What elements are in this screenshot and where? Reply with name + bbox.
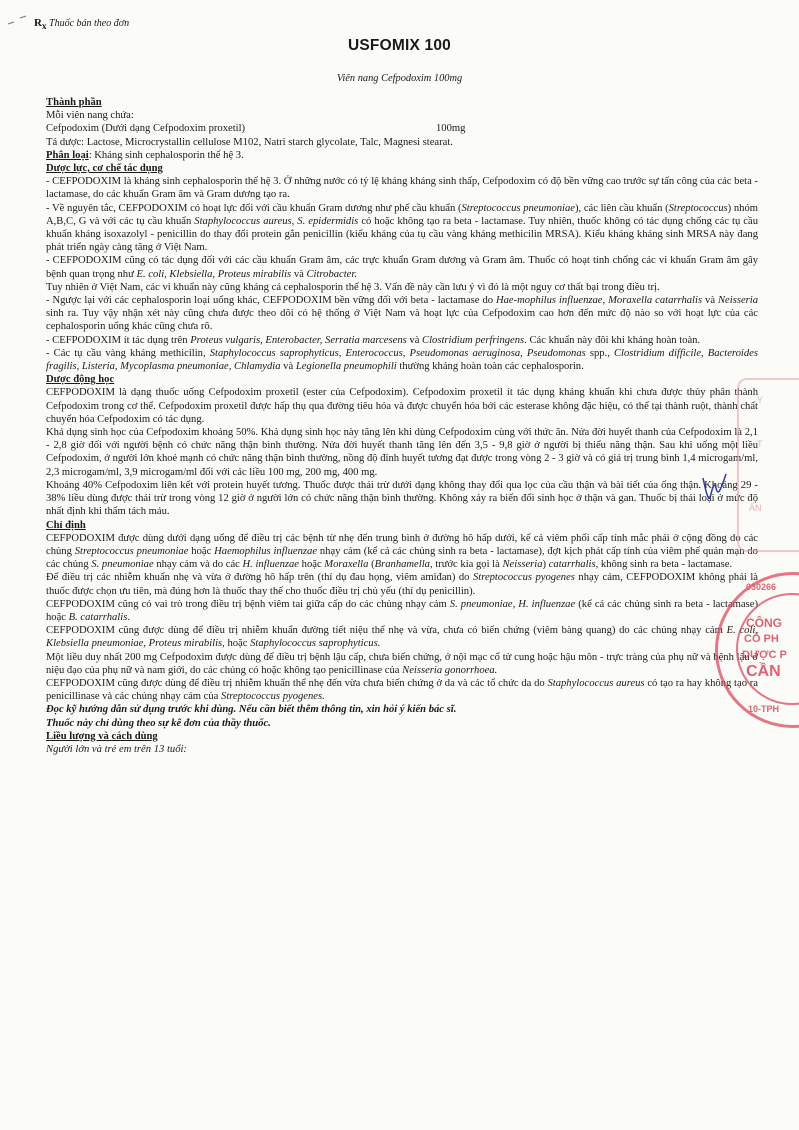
ind6-c: có tạo ra hay không tạo ra penicillinase và các chủng nhạy cảm của: [46, 677, 758, 703]
ind1-i: hoặc: [299, 559, 325, 571]
pd7-d: Clostridium difficile, Bacteroides fragilis, Listeria, Mycoplasma pneumoniae, Chlamydia: [46, 347, 758, 373]
rx-symbol: R: [34, 17, 42, 29]
pd6-c: và: [406, 334, 423, 346]
notice-prescription-only: Thuốc này chỉ dùng theo sự kê đơn của thầy thuốc.: [46, 717, 271, 729]
pk-paragraph-1: CEFPODOXIM là dạng thuốc uống Cefpodoxim proxetil (ester của Cefpodoxim). Cefpodoxim proxetil ít tác dụng kháng khuẩn khi chưa được thủy phân thành Cefpodoxim trong cơ thể. Cefpodoxim proxetil được hấp thụ qua đường tiêu hóa và được chuyển hóa bởi các esterase không đặc hiệu, có thể tại thành ruột, thành chất chuyển hóa Cefpodoxim có tác dụng.: [46, 387, 758, 425]
ind1-j: Moraxella: [324, 559, 369, 571]
pk-paragraph-2: Khả dụng sinh học của Cefpodoxim khoảng 50%. Khả dụng sinh học này tăng lên khi dùng Cefpodoxim cùng với thức ăn. Nửa đời huyết thanh của Cefpodoxim là 2,1 - 2,8 giờ đối với người bệnh có chức năng thận bình thường. Nửa đời huyết thanh tăng lên đến 3,5 - 9,8 giờ ở người bị thiểu năng thận. Sau khi uống một liều Cefpodoxim, ở người lớn khoẻ mạnh có chức năng thận bình thường, nồng độ đỉnh huyết tương đạt được trong vòng 2 - 3 giờ và có giá trị trung bình 1,4 microgam/ml, 2,3 microgam/ml, 3,9 microgam/ml đối với các liều 100 mg, 200 mg, 400 mg.: [46, 427, 758, 478]
seal-line-3: DƯỢC P: [742, 649, 787, 661]
ind2-a: Để điều trị các nhiễm khuẩn nhẹ và vừa ở đường hô hấp trên (thí dụ đau họng, viêm amiđan) do: [46, 572, 473, 584]
ind6-d: Streptococcus pyogenes.: [221, 691, 325, 703]
indications-heading: Chỉ định: [46, 519, 86, 531]
ind3-d: B. catarrhalis: [68, 611, 128, 623]
ind3-b: S. pneumoniae, H. influenzae: [449, 598, 576, 610]
ind-paragraph-2: [46, 571, 758, 597]
pk-paragraph-3: Khoảng 40% Cefpodoxim liên kết với protein huyết tương. Thuốc được thải trừ dưới dạng không thay đổi qua lọc của cầu thận và bài tiết của ống thận. Khoảng 29 - 38% liều dùng được thải trừ trong vòng 12 giờ ở người lớn có chức năng thận bình thường. Không xảy ra biến đổi sinh học ở thận và gan. Thuốc bị thải loại ở mức độ nhất định khi thẩm tách máu.: [46, 479, 758, 518]
seal-bottom: 10-TPH: [748, 704, 780, 714]
prescription-label: [34, 17, 129, 33]
pd6-a: - CEFPODOXIM ít tác dụng trên: [46, 334, 191, 346]
ind1-f: S. pneumoniae: [91, 559, 154, 571]
pd5-d: Neisseria: [717, 295, 759, 307]
ind1-b: Streptococcus pneumoniae: [74, 545, 189, 557]
dosage-adults: Người lớn và trẻ em trên 13 tuổi:: [46, 743, 187, 755]
per-capsule: Mỗi viên nang chứa:: [46, 110, 134, 122]
excipients: Tá dược: Lactose, Microcrystallin cellulose M102, Natri starch glycolate, Talc, Magnesi stearat.: [46, 136, 453, 148]
seal-number: 030266: [746, 582, 777, 592]
ind4-a: CEFPODOXIM cũng được dùng để điều trị nhiễm khuẩn đường tiết niệu thể nhẹ và vừa, chưa có biến chứng (viêm bàng quang) do các chủng nhạy cảm: [46, 625, 727, 637]
pd-paragraph-7: [46, 347, 758, 373]
ind-paragraph-3: [46, 598, 758, 624]
ind1-q: , không sinh ra beta - lactamase.: [595, 559, 733, 571]
approval-stamp: [737, 378, 799, 552]
pd-paragraph-1: - CEFPODOXIM là kháng sinh cephalosporin thế hệ 3. Ở những nước có tỷ lệ kháng kháng sinh thấp, Cefpodoxim có độ bền vững cao trước sự tấn công của các beta - lactamase, do các khuẩn Gram âm và Gram dương tạo ra.: [46, 176, 758, 201]
leaflet-body: [46, 96, 758, 756]
rx-sub: x: [41, 21, 47, 32]
ind1-m: trước kia gọi là: [432, 559, 503, 571]
seal-line-2: CỔ PH: [744, 633, 779, 645]
pd2-c: ), các liên cầu khuẩn (: [574, 202, 669, 214]
pd3-c: và: [291, 268, 307, 280]
pd6-b: Proteus vulgaris, Enterobacter, Serratia marcesens: [190, 334, 407, 346]
ind2-c: nhạy cảm, CEFPODOXIM không phải là thuốc được chọn ưu tiên, mà đúng hơn là thuốc thay thế cho thuốc điều trị chủ yếu (thí dụ penicillin).: [46, 572, 758, 597]
ind1-g: nhạy cảm và do các: [153, 559, 243, 571]
active-ingredient-row: [46, 122, 758, 135]
stamp-text-mid: T: [757, 439, 763, 449]
ind5-a: Một liều duy nhất 200 mg Cefpodoxim được dùng để điều trị bệnh lậu cấp, chưa biến chứng, ở nội mạc cổ tử cung hoặc hậu môn - trực tràng của phụ nữ và bệnh lậu ở niệu đạo của phụ nữ và nam giới, do các chủng có hoặc không tạo penicillinase của: [46, 651, 758, 676]
ind1-k: (: [368, 559, 375, 571]
pd2-a: - Về nguyên tắc, CEFPODOXIM có hoạt lực đối với cầu khuẩn Gram dương như phế cầu khuẩn (: [46, 202, 462, 214]
ind3-e: .: [127, 611, 130, 623]
stamp-text-top: Y: [757, 395, 764, 405]
ind1-o: ): [542, 559, 549, 571]
ind4-c: hoặc: [224, 638, 251, 650]
pd5-c: và: [702, 295, 718, 307]
ind1-c: hoặc: [188, 545, 215, 557]
pd7-a: - Các tụ cầu vàng kháng methicilin,: [46, 347, 210, 359]
ind6-a: CEFPODOXIM cũng được dùng để điều trị nhiễm khuẩn thể nhẹ đến vừa chưa biến chứng ở da và các tổ chức da do: [46, 677, 548, 689]
ind1-p: catarrhalis: [548, 559, 596, 571]
ind-paragraph-6: [46, 677, 758, 703]
pd5-e: sinh ra. Tuy vậy nhận xét này cũng chưa được theo dõi có hệ thống ở Việt Nam và hoạt lực của Cefpodoxim cao hơn đến mức độ nào so với hoạt lực của các cephalosporin uống khác cũng chưa rõ.: [46, 308, 758, 333]
pd3-d: Citrobacter.: [306, 268, 357, 280]
ind-paragraph-1: [46, 532, 758, 572]
pd3-a: - CEFPODOXIM cũng có tác dụng đối với các cầu khuẩn Gram âm, các trực khuẩn Gram dương và Gram âm. Thuốc có hoạt tính chống các vi khuẩn Gram âm gây bệnh quan trọng như: [46, 255, 758, 280]
stamp-text-bottom: ẨN: [749, 503, 762, 513]
pen-mark-icon: [6, 10, 36, 30]
pd2-d: Streptococcus: [668, 202, 728, 214]
pd2-b: Streptococcus pneumoniae: [461, 202, 575, 214]
ind1-a: CEFPODOXIM được dùng dưới dạng uống để điều trị các bệnh từ nhẹ đến trung bình ở đường hô hấp dưới, kể cả viêm phổi cấp tính mắc phải ở cộng đồng do các chủng: [46, 532, 758, 557]
active-name: Cefpodoxim (Dưới dạng Cefpodoxim proxetil): [46, 123, 246, 135]
pd6-e: . Các khuẩn này đôi khi kháng hoàn toàn.: [524, 334, 701, 346]
notice-read-instructions: Đọc kỹ hướng dẫn sử dụng trước khi dùng. Nếu cần biết thêm thông tin, xin hỏi ý kiến bác sĩ.: [46, 704, 457, 716]
dosage-heading: Liều lượng và cách dùng: [46, 730, 158, 742]
pd6-d: Clostridium perfringens: [422, 334, 525, 346]
product-title: USFOMIX 100: [348, 37, 451, 54]
ind3-c: (kể cả các chủng sinh ra beta - lactamase) hoặc: [46, 598, 758, 623]
ind1-h: H. influenzae: [242, 559, 299, 571]
pd-paragraph-5: [46, 294, 758, 334]
ind-paragraph-5: [46, 651, 758, 677]
ind1-e: nhạy cảm (kể cả các chủng sinh ra beta - lactamase), đợt kịch phát cấp tính của viêm phế quản mạn do các chủng: [46, 545, 758, 571]
pd2-f: Staphylococcus aureus, S. epidermidis: [194, 215, 359, 227]
pd7-c: spp.,: [585, 347, 614, 359]
classification: [46, 149, 758, 162]
pd5-b: Hae-mophilus influenzae, Moraxella catarrhalis: [495, 295, 703, 307]
ind1-d: Haemophilus influenzae: [214, 545, 318, 557]
signature-icon: [700, 470, 730, 506]
pd-paragraph-4: Tuy nhiên ở Việt Nam, các vi khuẩn này cũng kháng cả cephalosporin thế hệ 3. Vấn đề này cần lưu ý vì đó là một nguy cơ thất bại trong điều trị.: [46, 281, 660, 293]
ind6-b: Staphylococcus aureus: [547, 677, 645, 689]
pharmacodynamics-heading: Dược lực, cơ chế tác dụng: [46, 163, 163, 175]
product-subtitle: Viên nang Cefpodoxim 100mg: [336, 73, 463, 84]
pd7-f: Legionella pneumophili: [295, 361, 397, 373]
pd5-a: - Ngược lại với các cephalosporin loại uống khác, CEFPODOXIM bền vững đối với beta - lactamase do: [46, 295, 496, 307]
rx-text: Thuốc bán theo đơn: [49, 18, 130, 29]
pd7-b: Staphylococcus saprophyticus, Enterococcus, Pseudomonas aeruginosa, Pseudomonas: [209, 347, 586, 359]
pharmacokinetics-heading: Dược động học: [46, 374, 115, 386]
ind5-b: Neisseria gonorrhoea.: [402, 664, 498, 676]
pd3-b: E. coli, Klebsiella, Proteus mirabilis: [136, 268, 292, 280]
pd2-e: ) nhóm A,B,C, G và với các tụ cầu khuẩn: [46, 202, 758, 227]
ind3-a: CEFPODOXIM cũng có vai trò trong điều trị bệnh viêm tai giữa cấp do các chủng nhạy cảm: [46, 598, 450, 610]
pd-paragraph-3: [46, 254, 758, 280]
active-amount: 100mg: [436, 123, 466, 135]
ind2-b: Streptococcus pyogenes: [472, 572, 575, 584]
ind4-d: Staphylococcus saprophyticus.: [250, 638, 381, 650]
ind-paragraph-4: [46, 624, 758, 650]
pd7-e: và: [280, 361, 296, 373]
pd2-g: có hoặc không tạo ra beta - lactamase. Tuy nhiên, thuốc không có tác dụng chống các tụ cầu khuẩn kháng isoxazolyl - penicillin do thay đổi protein gắn penicillin (kiểu kháng của tụ cầu vàng kháng methicilin MRSA). Kiểu kháng kháng sinh MRSA này đang phát triển ngày càng tăng ở Việt Nam.: [46, 215, 759, 254]
classification-label: Phân loại: [46, 149, 89, 161]
pd-paragraph-2: [46, 202, 758, 255]
pd7-g: thường kháng hoàn toàn các cephalosporin.: [396, 361, 584, 373]
seal-line-1: CÔNG: [746, 616, 782, 630]
pd-paragraph-6: [46, 334, 758, 347]
ind1-l: Branhamella,: [374, 559, 433, 571]
classification-text: : Kháng sinh cephalosporin thế hệ 3.: [88, 149, 244, 161]
ind1-n: Neisseria: [502, 559, 543, 571]
ind4-b: E. coli, Klebsiella pneumoniae, Proteus mirabilis,: [46, 625, 758, 650]
composition-heading: Thành phần: [46, 97, 102, 108]
seal-line-4: CẦN: [746, 663, 781, 680]
